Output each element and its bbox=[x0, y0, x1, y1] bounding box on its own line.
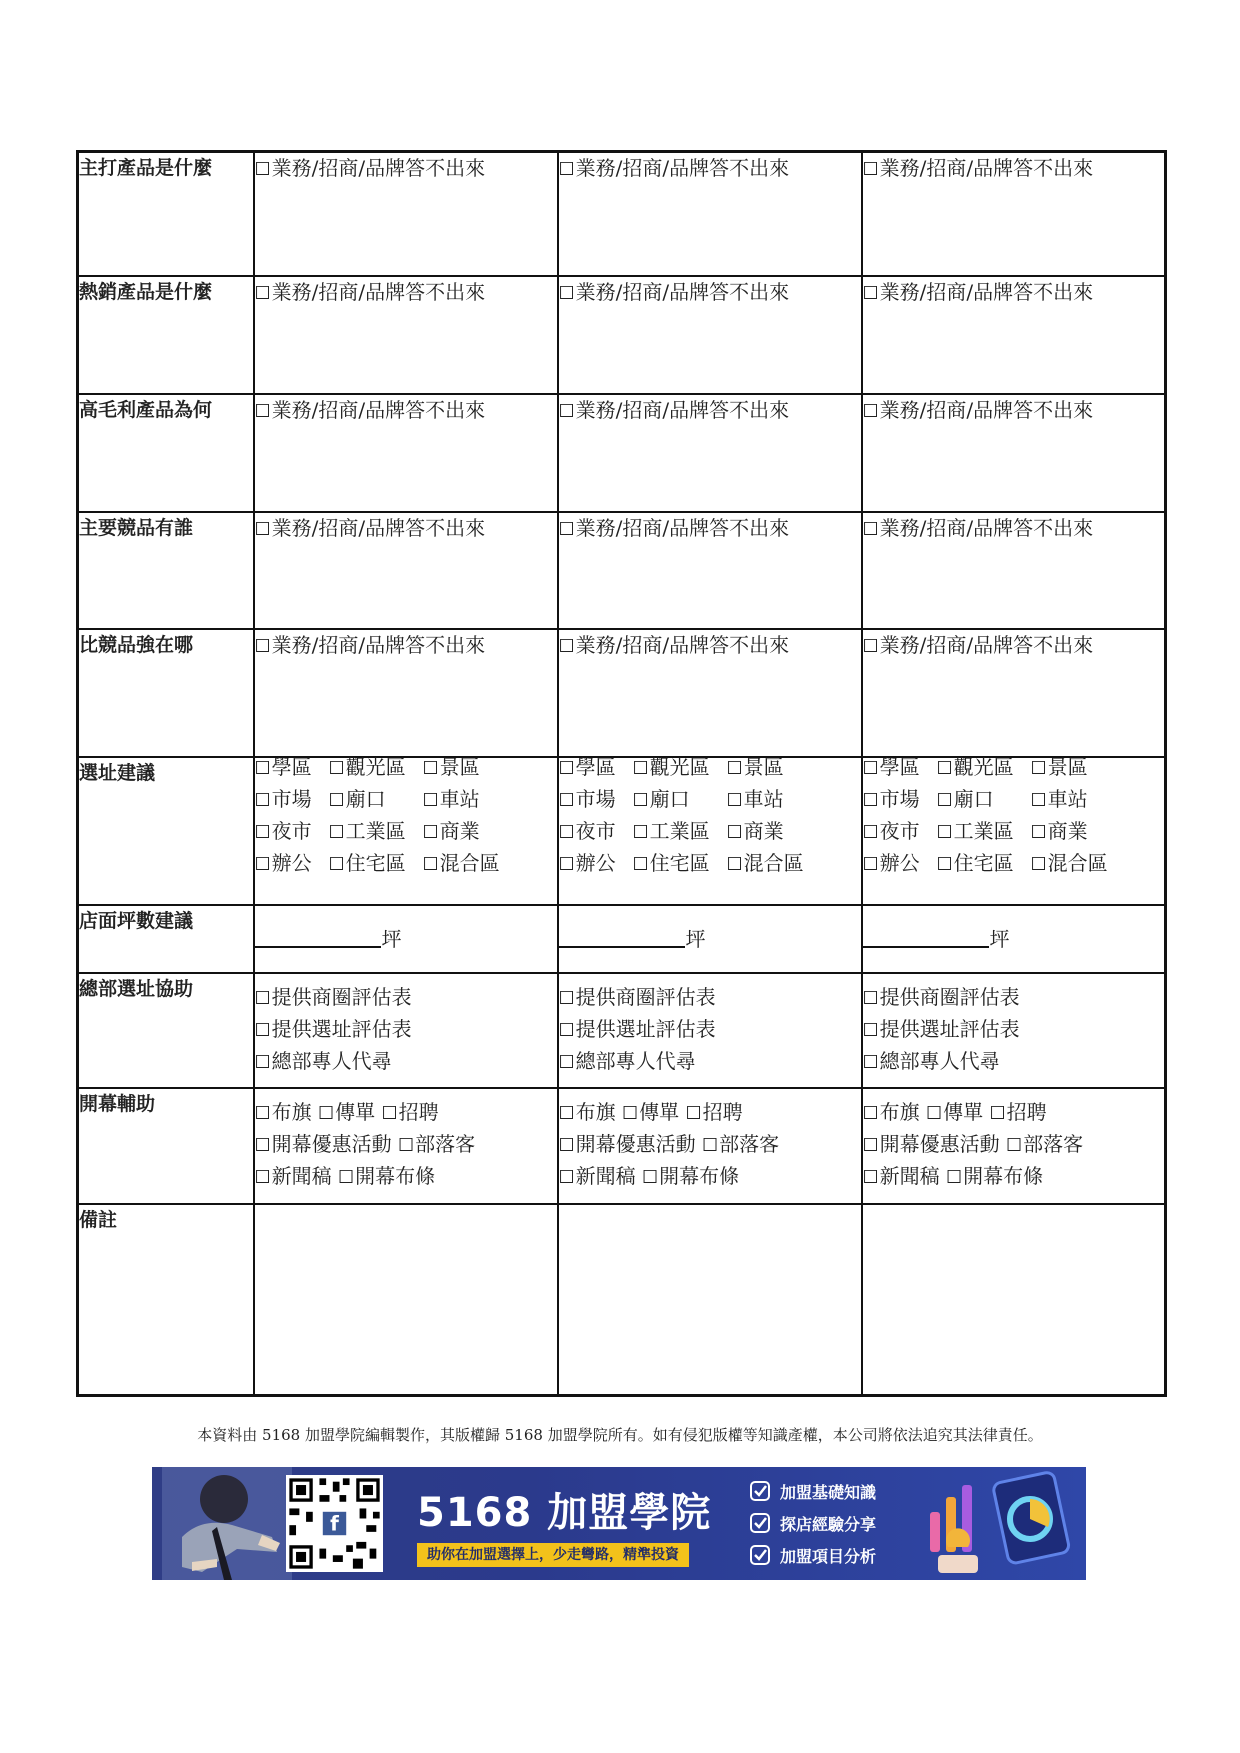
checkbox-option[interactable]: ☐ 業務/招商/品牌答不出來 bbox=[255, 398, 486, 422]
checkbox-option[interactable]: ☐ 廟口 bbox=[937, 784, 1031, 816]
banner-slogan: 助你在加盟選擇上，少走彎路，精準投資 bbox=[417, 1543, 689, 1567]
checkbox-option[interactable]: ☐ 業務/招商/品牌答不出來 bbox=[255, 633, 486, 657]
checkbox-option[interactable]: ☐ 業務/招商/品牌答不出來 bbox=[559, 633, 790, 657]
table-row-opening bbox=[78, 1088, 1166, 1204]
table-row-area bbox=[78, 905, 1166, 973]
checkbox-option[interactable]: ☐ 觀光區 bbox=[633, 752, 727, 784]
checkbox-option[interactable]: ☐ 總部專人代尋 bbox=[863, 1046, 1165, 1078]
checkbox-option[interactable]: ☐ 混合區 bbox=[727, 848, 807, 880]
row-label: 備註 bbox=[78, 1204, 254, 1396]
banner-features bbox=[750, 1475, 876, 1571]
area-unit: 坪 bbox=[381, 926, 402, 951]
checkbox-option[interactable]: ☐ 業務/招商/品牌答不出來 bbox=[863, 398, 1094, 422]
checkbox-option[interactable]: ☐ 辦公 bbox=[863, 848, 937, 880]
area-unit: 坪 bbox=[685, 926, 706, 951]
area-input-line[interactable] bbox=[255, 928, 381, 948]
checkbox-option[interactable]: ☐ 部落客 bbox=[1006, 1132, 1083, 1156]
checkbox-option[interactable]: ☐ 商業 bbox=[727, 816, 807, 848]
location-options bbox=[559, 752, 861, 880]
checkbox-option[interactable]: ☐ 開幕布條 bbox=[338, 1164, 435, 1188]
checkbox-option[interactable]: ☐ 商業 bbox=[423, 816, 503, 848]
assessment-table bbox=[76, 150, 1167, 1397]
checkbox-option[interactable]: ☐ 部落客 bbox=[702, 1132, 779, 1156]
checkbox-option[interactable]: ☐ 招聘 bbox=[990, 1100, 1047, 1124]
promo-banner[interactable] bbox=[152, 1467, 1086, 1580]
banner-feature bbox=[750, 1507, 876, 1539]
checkbox-option[interactable]: ☐ 業務/招商/品牌答不出來 bbox=[863, 156, 1094, 180]
checkbox-option[interactable]: ☐ 工業區 bbox=[633, 816, 727, 848]
checkbox-option[interactable]: ☐ 業務/招商/品牌答不出來 bbox=[559, 280, 790, 304]
checkbox-option[interactable]: ☐ 業務/招商/品牌答不出來 bbox=[255, 156, 486, 180]
location-options bbox=[255, 752, 557, 880]
checkbox-option[interactable]: ☐ 新聞稿 bbox=[255, 1164, 332, 1188]
checkbox-option[interactable]: ☐ 觀光區 bbox=[937, 752, 1031, 784]
remarks-field[interactable] bbox=[254, 1204, 558, 1396]
checkbox-option[interactable]: ☐ 業務/招商/品牌答不出來 bbox=[863, 280, 1094, 304]
checkbox-option[interactable]: ☐ 工業區 bbox=[937, 816, 1031, 848]
person-illustration-icon bbox=[162, 1467, 292, 1580]
checkbox-option[interactable]: ☐ 業務/招商/品牌答不出來 bbox=[559, 156, 790, 180]
checkbox-option[interactable]: ☐ 新聞稿 bbox=[559, 1164, 636, 1188]
checkbox-option[interactable]: ☐ 住宅區 bbox=[633, 848, 727, 880]
banner-feature bbox=[750, 1475, 876, 1507]
row-label: 主打產品是什麼 bbox=[78, 152, 254, 276]
checkbox-option[interactable]: ☐ 景區 bbox=[1031, 752, 1111, 784]
checkbox-option[interactable]: ☐ 開幕布條 bbox=[946, 1164, 1043, 1188]
checkbox-option[interactable]: ☐ 市場 bbox=[863, 784, 937, 816]
location-options bbox=[863, 752, 1165, 880]
checkbox-option[interactable]: ☐ 市場 bbox=[559, 784, 633, 816]
checkbox-option[interactable]: ☐ 住宅區 bbox=[329, 848, 423, 880]
checkbox-option[interactable]: ☐ 夜市 bbox=[255, 816, 329, 848]
checkbox-option[interactable]: ☐ 招聘 bbox=[686, 1100, 743, 1124]
remarks-field[interactable] bbox=[862, 1204, 1166, 1396]
qr-code-icon bbox=[286, 1475, 383, 1572]
checkbox-option[interactable]: ☐ 布旗 bbox=[559, 1100, 616, 1124]
table-row-remarks bbox=[78, 1204, 1166, 1396]
area-input-line[interactable] bbox=[863, 928, 989, 948]
checkbox-option[interactable]: ☐ 新聞稿 bbox=[863, 1164, 940, 1188]
checkbox-option[interactable]: ☐ 業務/招商/品牌答不出來 bbox=[863, 516, 1094, 540]
check-icon bbox=[750, 1513, 770, 1533]
banner-feature bbox=[750, 1539, 876, 1571]
checkbox-option[interactable]: ☐ 商業 bbox=[1031, 816, 1111, 848]
checkbox-option[interactable]: ☐ 總部專人代尋 bbox=[559, 1046, 861, 1078]
copyright-note: 本資料由 5168 加盟學院編輯製作，其版權歸 5168 加盟學院所有。如有侵犯版權等知識產權，本公司將依法追究其法律責任。 bbox=[197, 1426, 1043, 1444]
checkbox-option[interactable]: ☐ 傳單 bbox=[926, 1100, 983, 1124]
checkbox-option[interactable]: ☐ 布旗 bbox=[255, 1100, 312, 1124]
checkbox-option[interactable]: ☐ 提供商圈評估表 bbox=[559, 982, 861, 1014]
checkbox-option[interactable]: ☐ 混合區 bbox=[1031, 848, 1111, 880]
feature-label: 加盟項目分析 bbox=[780, 1546, 877, 1566]
checkbox-option[interactable]: ☐ 廟口 bbox=[633, 784, 727, 816]
checkbox-option[interactable]: ☐ 提供選址評估表 bbox=[559, 1014, 861, 1046]
row-label: 店面坪數建議 bbox=[78, 905, 254, 973]
checkbox-option[interactable]: ☐ 觀光區 bbox=[329, 752, 423, 784]
area-unit: 坪 bbox=[989, 926, 1010, 951]
checkbox-option[interactable]: ☐ 總部專人代尋 bbox=[255, 1046, 557, 1078]
checkbox-option[interactable]: ☐ 車站 bbox=[1031, 784, 1111, 816]
row-label: 開幕輔助 bbox=[78, 1088, 254, 1204]
svg-text:f: f bbox=[330, 1511, 339, 1536]
checkbox-option[interactable]: ☐ 市場 bbox=[255, 784, 329, 816]
row-label: 熱銷產品是什麼 bbox=[78, 276, 254, 394]
checkbox-option[interactable]: ☐ 學區 bbox=[863, 752, 937, 784]
checkbox-option[interactable]: ☐ 開幕優惠活動 bbox=[863, 1132, 1000, 1156]
checkbox-option[interactable]: ☐ 景區 bbox=[727, 752, 807, 784]
table-row bbox=[78, 152, 1166, 276]
checkbox-option[interactable]: ☐ 車站 bbox=[727, 784, 807, 816]
checkbox-option[interactable]: ☐ 傳單 bbox=[318, 1100, 375, 1124]
checkbox-option[interactable]: ☐ 提供商圈評估表 bbox=[255, 982, 557, 1014]
checkbox-option[interactable]: ☐ 部落客 bbox=[398, 1132, 475, 1156]
form-sheet bbox=[76, 150, 1166, 1397]
checkbox-option[interactable]: ☐ 開幕優惠活動 bbox=[559, 1132, 696, 1156]
check-icon bbox=[750, 1545, 770, 1565]
feature-label: 探店經驗分享 bbox=[780, 1514, 877, 1534]
checkbox-option[interactable]: ☐ 辦公 bbox=[255, 848, 329, 880]
checkbox-option[interactable]: ☐ 招聘 bbox=[382, 1100, 439, 1124]
table-row bbox=[78, 276, 1166, 394]
checkbox-option[interactable]: ☐ 開幕優惠活動 bbox=[255, 1132, 392, 1156]
checkbox-option[interactable]: ☐ 業務/招商/品牌答不出來 bbox=[559, 398, 790, 422]
checkbox-option[interactable]: ☐ 業務/招商/品牌答不出來 bbox=[863, 633, 1094, 657]
banner-brand: 5168 加盟學院 bbox=[417, 1490, 712, 1536]
checkbox-option[interactable]: ☐ 工業區 bbox=[329, 816, 423, 848]
row-label: 主要競品有誰 bbox=[78, 512, 254, 629]
table-row-hq-support bbox=[78, 973, 1166, 1088]
check-icon bbox=[750, 1481, 770, 1501]
table-row bbox=[78, 629, 1166, 757]
table-row bbox=[78, 394, 1166, 512]
table-row bbox=[78, 512, 1166, 629]
checkbox-option[interactable]: ☐ 景區 bbox=[423, 752, 503, 784]
row-label: 高毛利產品為何 bbox=[78, 394, 254, 512]
checkbox-option[interactable]: ☐ 布旗 bbox=[863, 1100, 920, 1124]
area-input-line[interactable] bbox=[559, 928, 685, 948]
checkbox-option[interactable]: ☐ 廟口 bbox=[329, 784, 423, 816]
row-label: 選址建議 bbox=[78, 757, 254, 905]
checkbox-option[interactable]: ☐ 業務/招商/品牌答不出來 bbox=[255, 516, 486, 540]
chart-illustration-icon bbox=[920, 1467, 1086, 1580]
remarks-field[interactable] bbox=[558, 1204, 862, 1396]
row-label: 總部選址協助 bbox=[78, 973, 254, 1088]
checkbox-option[interactable]: ☐ 開幕布條 bbox=[642, 1164, 739, 1188]
row-label: 比競品強在哪 bbox=[78, 629, 254, 757]
feature-label: 加盟基礎知識 bbox=[780, 1482, 877, 1502]
checkbox-option[interactable]: ☐ 學區 bbox=[559, 752, 633, 784]
checkbox-option[interactable]: ☐ 混合區 bbox=[423, 848, 503, 880]
checkbox-option[interactable]: ☐ 傳單 bbox=[622, 1100, 679, 1124]
checkbox-option[interactable]: ☐ 車站 bbox=[423, 784, 503, 816]
checkbox-option[interactable]: ☐ 夜市 bbox=[863, 816, 937, 848]
checkbox-option[interactable]: ☐ 住宅區 bbox=[937, 848, 1031, 880]
checkbox-option[interactable]: ☐ 業務/招商/品牌答不出來 bbox=[559, 516, 790, 540]
checkbox-option[interactable]: ☐ 提供選址評估表 bbox=[255, 1014, 557, 1046]
checkbox-option[interactable]: ☐ 學區 bbox=[255, 752, 329, 784]
checkbox-option[interactable]: ☐ 提供選址評估表 bbox=[863, 1014, 1165, 1046]
table-row-location bbox=[78, 757, 1166, 905]
checkbox-option[interactable]: ☐ 提供商圈評估表 bbox=[863, 982, 1165, 1014]
checkbox-option[interactable]: ☐ 業務/招商/品牌答不出來 bbox=[255, 280, 486, 304]
checkbox-option[interactable]: ☐ 辦公 bbox=[559, 848, 633, 880]
checkbox-option[interactable]: ☐ 夜市 bbox=[559, 816, 633, 848]
